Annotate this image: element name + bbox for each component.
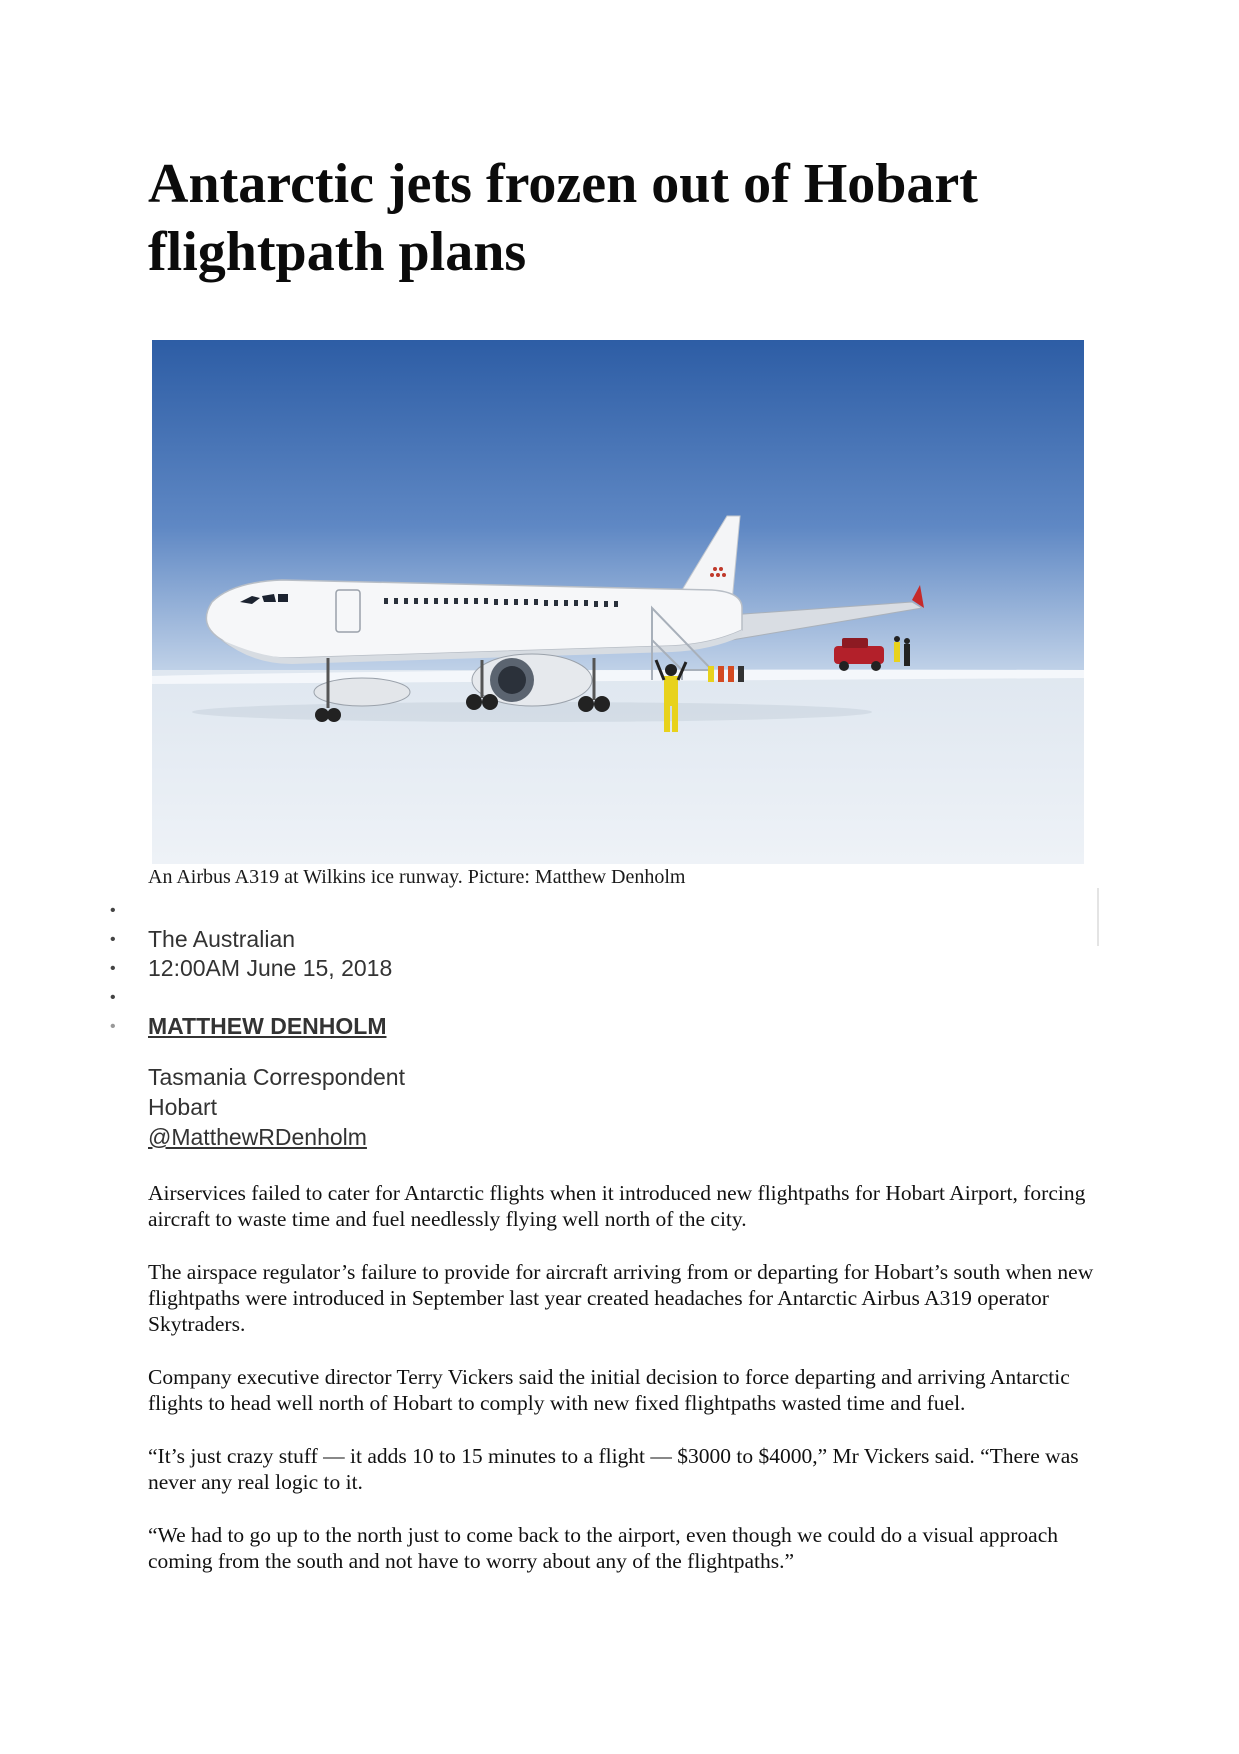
bullet-icon: • <box>110 1018 116 1035</box>
article-meta-list <box>110 896 810 1041</box>
bullet-icon: • <box>110 960 116 977</box>
bullet-icon: • <box>110 902 116 919</box>
paragraph: “We had to go up to the north just to come back to the airport, even though we could do a visual approach coming from the south and not have to worry about any of the flightpaths.” <box>148 1523 1058 1573</box>
paragraph: “It’s just crazy stuff — it adds 10 to 15 minutes to a flight — $3000 to $4000,” Mr Vickers said. “There was never any real logic to it. <box>148 1444 1079 1494</box>
author-link[interactable]: MATTHEW DENHOLM <box>148 1013 387 1039</box>
paragraph: The airspace regulator’s failure to provide for aircraft arriving from or departing for Hobart’s south when new flightpaths were introduced in September last year created headaches for Antarctic Airbus A319 operator Skytraders. <box>148 1260 1094 1336</box>
paragraph: Airservices failed to cater for Antarctic flights when it introduced new flightpaths for Hobart Airport, forcing aircraft to waste time and fuel needlessly flying well north of the city. <box>148 1181 1086 1231</box>
meta-publication <box>110 925 810 954</box>
author-twitter-link[interactable]: @MatthewRDenholm <box>148 1124 367 1150</box>
author-location: Hobart <box>148 1094 218 1120</box>
headline <box>148 150 1108 286</box>
meta-datetime <box>110 954 810 983</box>
headline-line-2: flightpath plans <box>148 221 527 283</box>
bullet-icon: • <box>110 989 116 1006</box>
author-role: Tasmania Correspondent <box>148 1064 405 1090</box>
bullet-icon: • <box>110 931 116 948</box>
author-byline <box>148 1062 405 1152</box>
publication-name: The Australian <box>148 926 296 952</box>
paragraph: Company executive director Terry Vickers said the initial decision to force departing and arriving Antarctic flights to head well north of Hobart to comply with new fixed flightpaths wasted time and fuel. <box>148 1365 1070 1415</box>
publish-datetime: 12:00AM June 15, 2018 <box>148 955 393 981</box>
meta-author <box>110 1012 810 1041</box>
meta-empty-item <box>110 896 810 925</box>
divider-line <box>1097 888 1099 946</box>
headline-line-1: Antarctic jets frozen out of Hobart <box>148 153 978 215</box>
meta-empty-item <box>110 983 810 1012</box>
photo-caption: An Airbus A319 at Wilkins ice runway. Picture: Matthew Denholm <box>148 866 686 888</box>
article-photo <box>152 340 1084 864</box>
article-body <box>148 1180 1098 1601</box>
